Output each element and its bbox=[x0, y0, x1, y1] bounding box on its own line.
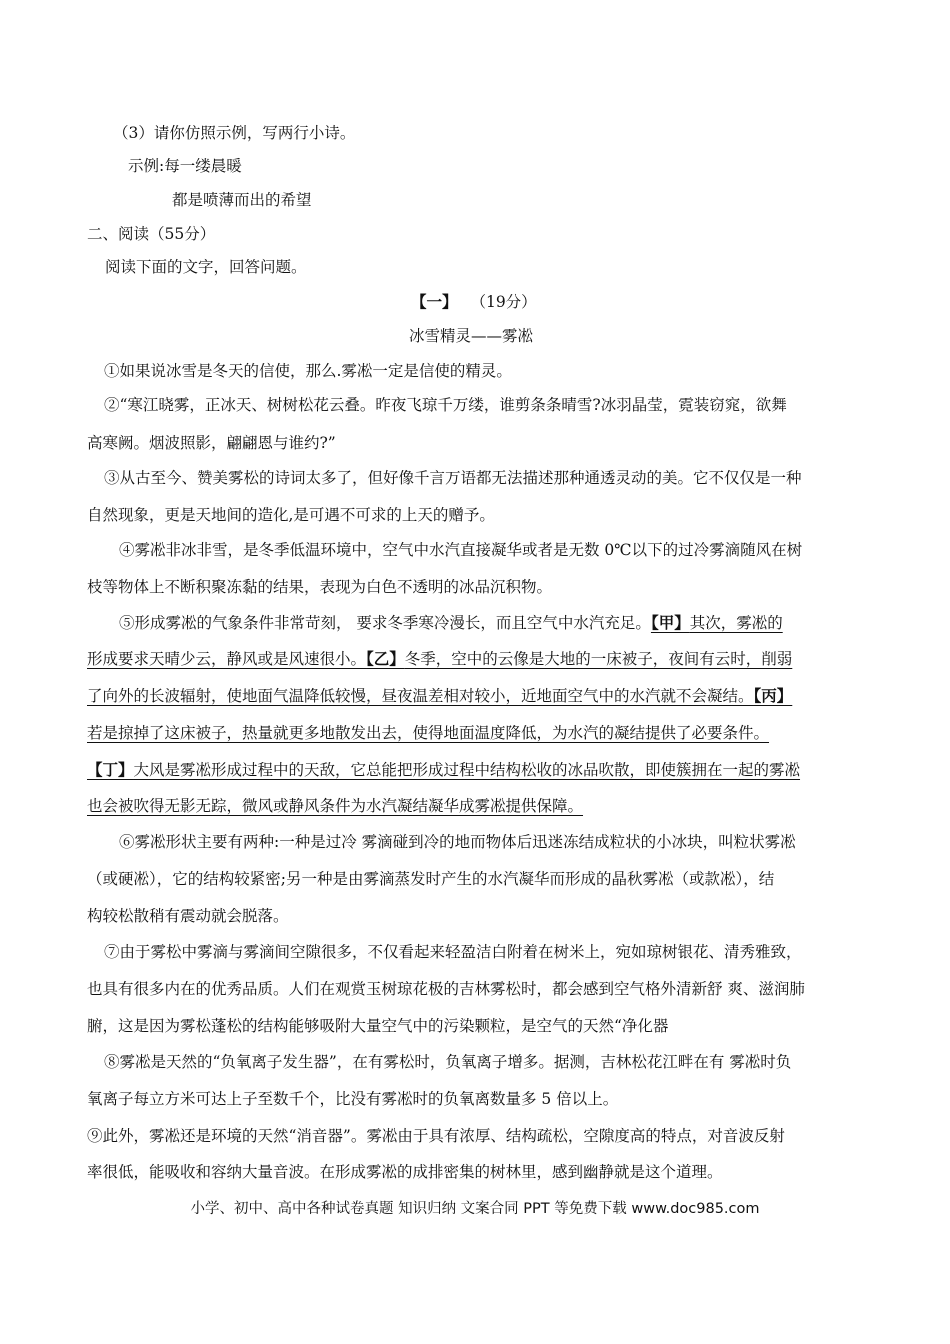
paragraph-6-line-1: ⑥雾凇形状主要有两种:一种是过冷 雾滴碰到冷的地而物体后迅迷冻结成粒状的小冰块，叫粒状雾凇 bbox=[119, 833, 796, 851]
paragraph-9-line-2: 率很低，能吸收和容纳大量音波。在形成雾凇的成排密集的树林里，感到幽静就是这个道理。 bbox=[87, 1163, 723, 1181]
paragraph-5-line-1 bbox=[119, 613, 783, 633]
marker-yi: 【乙】 bbox=[366, 649, 405, 668]
paragraph-3-line-1: ③从古至今、赞美雾松的诗词太多了，但好像千言万语都无法描述那种通透灵动的美。它不仅仅是一种 bbox=[104, 469, 802, 487]
paragraph-5-line-6 bbox=[87, 796, 583, 816]
passage-points: （19分） bbox=[470, 293, 537, 311]
passage-header bbox=[411, 292, 537, 312]
paragraph-5-line-2 bbox=[87, 649, 792, 669]
marker-jia: 【甲】 bbox=[650, 613, 690, 632]
paragraph-5-text-b: 冬季，空中的云像是大地的一床被子，夜间有云时，削弱 bbox=[404, 650, 793, 668]
section-instruction: 阅读下面的文字，回答问题。 bbox=[105, 258, 307, 276]
paragraph-7-line-1: ⑦由于雾松中雾滴与雾滴间空隙很多，不仅看起来轻盈洁白附着在树米上，宛如琼树银花、清秀雅致， bbox=[104, 943, 802, 961]
paragraph-5-intro: ⑤形成雾凇的气象条件非常苛刻， 要求冬季寒冷漫长，而且空气中水汽充足。 bbox=[119, 614, 651, 632]
paragraph-4-line-2: 枝等物体上不断积聚冻黏的结果，表现为白色不透明的冰品沉积物。 bbox=[87, 578, 553, 596]
paragraph-3-line-2: 自然现象，更是天地间的造化,是可遇不可求的上天的赠予。 bbox=[87, 506, 495, 524]
example-line-1: 示例:每一缕晨暖 bbox=[128, 157, 242, 175]
paragraph-2-line-2: 高寒阙。烟波照影，翩翩恩与谁约?” bbox=[87, 434, 336, 452]
marker-bing: 【丙】 bbox=[753, 686, 793, 705]
paragraph-5-text-c: 了向外的长波辐射，使地面气温降低较慢，昼夜温差相对较小，近地面空气中的水汽就不会凝结。 bbox=[87, 687, 754, 705]
paragraph-6-line-3: 构较松散稍有震动就会脱落。 bbox=[87, 907, 289, 925]
paragraph-1: ①如果说冰雪是冬天的信使，那么.雾凇一定是信使的精灵。 bbox=[104, 362, 512, 380]
example-line-2: 都是喷薄而出的希望 bbox=[172, 191, 312, 209]
paragraph-4-line-1: ④雾凇非冰非雪，是冬季低温环境中，空气中水汽直接凝华或者是无数 0℃以下的过冷雾滴随风在树 bbox=[119, 541, 803, 559]
paragraph-5-line-4 bbox=[87, 723, 769, 743]
paragraph-2-line-1: ②“寒江晓雾，正冰天、树树松花云叠。昨夜飞琼千万缕，谁剪条条晴雪?冰羽晶莹，霓装窃窕，欲舞 bbox=[104, 396, 787, 414]
footer-banner: 小学、初中、高中各种试卷真题 知识归纳 文案合同 PPT 等免费下载 www.doc985.com bbox=[190, 1201, 760, 1217]
paragraph-7-line-2: 也具有很多内在的优秀品质。人们在观赏玉树琼花极的吉林雾松时，都会感到空气格外清新舒 爽、滋润肺 bbox=[87, 980, 805, 998]
paragraph-5-text-d: 若是掠掉了这床被子，热量就更多地散发出去，使得地面温度降低，为水汽的凝结提供了必要条件。 bbox=[87, 724, 770, 742]
paragraph-5-text-a: 形成要求天晴少云，静风或是风速很小。 bbox=[87, 650, 367, 668]
paragraph-5-text-e: 大风是雾凇形成过程中的天敌，它总能把形成过程中结构松收的冰品吹散，即使簇拥在一起的雾凇 bbox=[133, 761, 801, 779]
paragraph-6-line-2: （或硬凇），它的结构较紧密;另一种是由雾滴蒸发时产生的水汽凝华而形成的晶秋雾凇（或款凇），结 bbox=[87, 870, 775, 888]
paragraph-5-line-3 bbox=[87, 686, 792, 706]
passage-title: 冰雪精灵——雾凇 bbox=[409, 327, 534, 345]
paragraph-5-text-f: 也会被吹得无影无踪，微风或静风条件为水汽凝结凝华成雾凇提供保障。 bbox=[87, 797, 584, 815]
paragraph-9-line-1: ⑨此外，雾凇还是环境的天然“消音器”。雾凇由于具有浓厚、结构疏松，空隙度高的特点，对音波反射 bbox=[87, 1127, 785, 1145]
marker-ding: 【丁】 bbox=[87, 760, 134, 779]
passage-label: 【一】 bbox=[411, 292, 458, 311]
paragraph-7-line-3: 腑，这是因为雾松蓬松的结构能够吸附大量空气中的污染颗粒，是空气的天然“净化器 bbox=[87, 1017, 669, 1035]
paragraph-8-line-1: ⑧雾凇是天然的“负氧离子发生器”，在有雾松时，负氧离子增多。据测，吉林松花江畔在有 雾凇时负 bbox=[104, 1053, 792, 1071]
paragraph-8-line-2: 氧离子每立方米可达上子至数千个，比没有雾凇时的负氧离数量多 5 倍以上。 bbox=[87, 1090, 619, 1108]
section-heading: 二、阅读（55分） bbox=[87, 225, 216, 243]
question-3-prompt: （3）请你仿照示例，写两行小诗。 bbox=[113, 124, 356, 142]
paragraph-5-underlined-start: 其次，雾凇的 bbox=[689, 614, 783, 632]
paragraph-5-line-5 bbox=[87, 760, 800, 780]
